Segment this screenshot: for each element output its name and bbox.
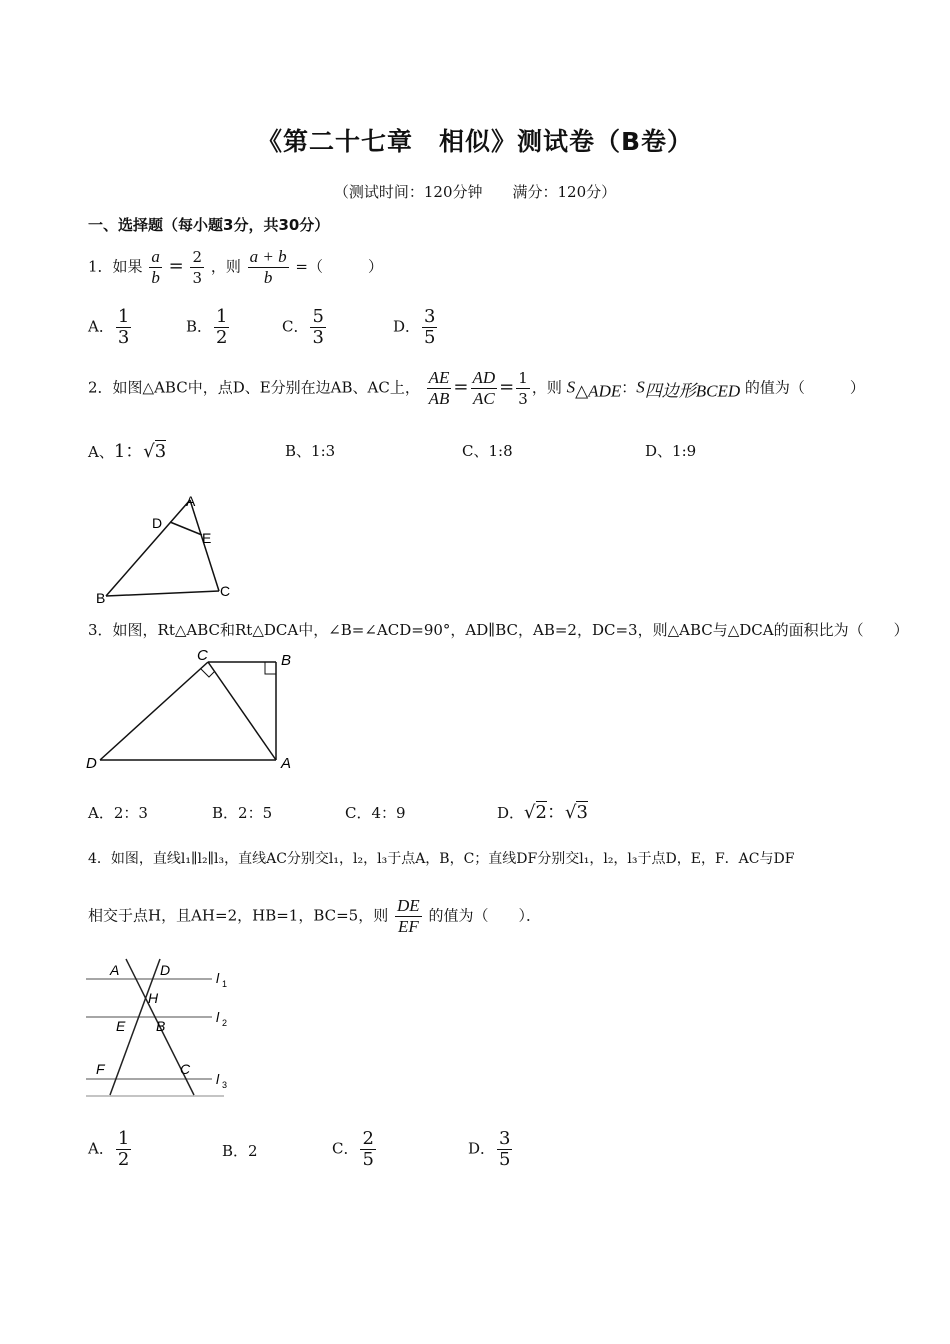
- page-title: 《第二十七章 相似》测试卷（B卷）: [256, 127, 694, 156]
- q3-option-a[interactable]: A．2：3: [88, 804, 148, 822]
- q1-option-a[interactable]: A． $\frac{1}{3}$: [88, 306, 130, 348]
- q4-fraction-de-ef: $\frac{DE}{EF}$: [397, 896, 420, 936]
- q2-option-b[interactable]: B、1:3: [285, 442, 336, 460]
- q2-label-a: A: [186, 493, 196, 509]
- q2-label-c: C: [220, 583, 231, 599]
- q2-fraction-ae-ab: $\frac{AE}{AB}$: [428, 368, 450, 408]
- q4-label-d: D: [160, 962, 171, 978]
- q3-option-c[interactable]: C．4：9: [345, 804, 406, 822]
- q4-parallel-lines-figure: [84, 955, 234, 1100]
- q3-option-b[interactable]: B．2：5: [212, 804, 273, 822]
- q3-right-angle-b: [265, 662, 276, 674]
- q3-label-c: C: [197, 647, 208, 664]
- q4-label-l1: l: [216, 970, 220, 986]
- q2-fraction-ad-ac: $\frac{AD}{AC}$: [472, 368, 496, 408]
- q3-label-a: A: [281, 755, 292, 772]
- q4-label-e: E: [116, 1018, 126, 1034]
- q2-label-d: D: [152, 515, 163, 531]
- section-heading: 一、选择题（每小题3分，共30分）: [88, 216, 330, 234]
- question-4-line-1: 4．如图，直线l₁∥l₂∥l₃，直线AC分别交l₁，l₂，l₃于点A，B，C；直线DF分别交l₁，l₂，l₃于点D，E，F．AC与DF: [88, 851, 795, 867]
- q4-option-c[interactable]: C． $\frac{2}{5}$: [332, 1128, 374, 1170]
- q4-label-l3: l: [216, 1071, 220, 1087]
- question-3: 3．如图，Rt△ABC和Rt△DCA中，∠B=∠ACD=90°，AD∥BC，AB=2，DC=3，则△ABC与△DCA的面积比为（ ）: [88, 621, 909, 639]
- q4-label-b: B: [156, 1018, 166, 1034]
- q1-fraction-2-3: $\frac{2}{3}$: [192, 248, 203, 287]
- q4-option-d[interactable]: D． $\frac{3}{5}$: [468, 1128, 511, 1170]
- q4-label-l2: l: [216, 1009, 220, 1025]
- q2-option-a[interactable]: A、1：√3: [88, 441, 167, 462]
- q4-label-h: H: [148, 990, 159, 1006]
- question-4-line-2: 相交于点H，且AH=2，HB=1，BC=5，则 $\frac{DE}{EF}$ 的值为（ ）．: [88, 896, 541, 936]
- q2-side-ab: [106, 500, 190, 596]
- q4-label-l2-sub: 2: [222, 1018, 228, 1028]
- q3-side-ca: [208, 662, 276, 760]
- q1-fraction-a-b: $\frac{a}{b}$: [151, 247, 160, 287]
- q4-option-b[interactable]: B．2: [222, 1142, 258, 1160]
- q3-side-dc: [100, 662, 208, 760]
- q4-label-a: A: [110, 962, 120, 978]
- question-1: 1．如果 $\frac{a}{b}$ = $\frac{2}{3}$ ，则 $\frac{a + b}{b}$ =（ ）: [88, 247, 383, 287]
- q1-option-b[interactable]: B． $\frac{1}{2}$: [186, 306, 228, 348]
- q1-fraction-sum: $\frac{a + b}{b}$: [249, 247, 287, 287]
- exam-info: （测试时间：120分钟 满分：120分）: [333, 183, 617, 201]
- q4-option-a[interactable]: A． $\frac{1}{2}$: [88, 1128, 130, 1170]
- q4-label-l3-sub: 3: [222, 1080, 228, 1090]
- q4-label-l1-sub: 1: [222, 979, 228, 989]
- q4-label-c: C: [180, 1061, 191, 1077]
- q4-label-f: F: [96, 1061, 105, 1077]
- q3-figure: [84, 644, 304, 774]
- q2-option-c[interactable]: C、1:8: [462, 442, 513, 460]
- q3-option-d[interactable]: D．√2：√3: [497, 802, 588, 823]
- q2-option-d[interactable]: D、1:9: [645, 442, 697, 460]
- q1-option-c[interactable]: C． $\frac{5}{3}$: [282, 306, 324, 348]
- q2-triangle-figure: [92, 488, 242, 606]
- q3-label-d: D: [86, 755, 97, 772]
- q2-label-e: E: [202, 530, 212, 546]
- q3-label-b: B: [281, 652, 292, 669]
- q2-side-bc: [106, 591, 219, 596]
- question-2: 2．如图△ABC中，点D、E分别在边AB、AC上， $\frac{AE}{AB}$ = $\frac{AD}{AC}$ = $\frac{1}{3}$ ，则 $S_{\triangle ADE}$：$S_{四边形BCED}$ 的值为（ ）: [88, 368, 865, 408]
- q2-label-b: B: [96, 590, 106, 606]
- q2-fraction-1-3: $\frac{1}{3}$: [518, 369, 528, 408]
- q1-option-d[interactable]: D． $\frac{3}{5}$: [393, 306, 436, 348]
